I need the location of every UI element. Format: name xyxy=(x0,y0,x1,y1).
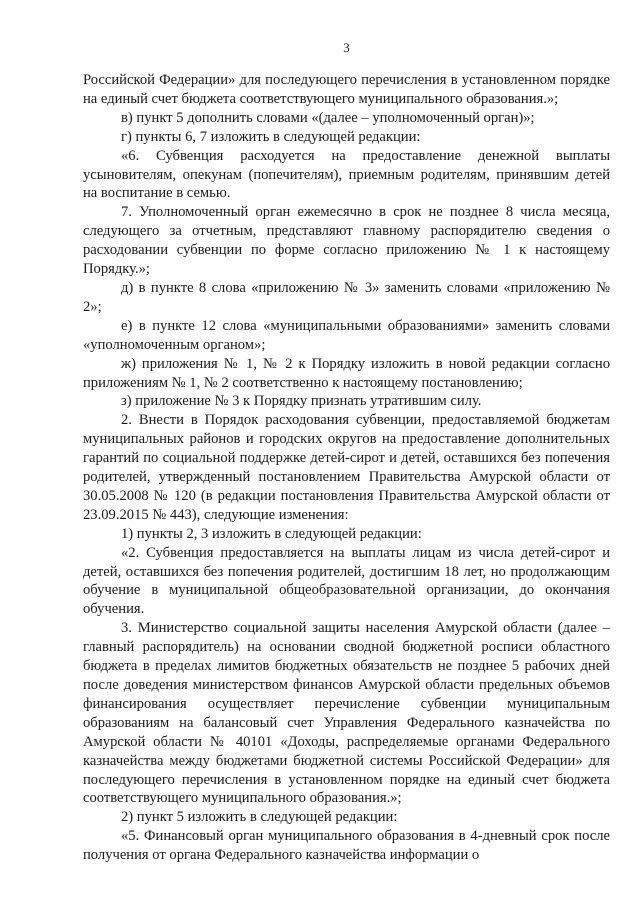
paragraph: ж) приложения № 1, № 2 к Порядку изложить в новой редакции согласно приложениям № 1, № 2 соответственно к настоящему постановлению; xyxy=(83,355,610,391)
paragraph: 2) пункт 5 изложить в следующей редакции: xyxy=(121,809,398,826)
paragraph: з) приложение № 3 к Порядку признать утратившим силу. xyxy=(121,393,482,410)
paragraph: 2. Внести в Порядок расходования субвенции, предоставляемой бюджетам муниципальных районов и городских округов на предоставление дополнительных гарантий по социальной поддержке детей-сирот и детей, оставшихся без попечения родителей, утвержденный постановлением Правительства Амурской области от 30.05.2008 № 120 (в редакции постановления Правительства Амурской области от 23.09.2015 № 443), следующие изменения: xyxy=(83,412,610,523)
paragraph: 3. Министерство социальной защиты населения Амурской области (далее – главный распорядитель) на основании сводной бюджетной росписи областного бюджета в пределах лимитов бюджетных обязательств не позднее 5 рабочих дней после доведения министерством финансов Амурской области предельных объемов финансирования осуществляет перечисление субвенции муниципальным образованиям на балансовый счет Управления Федерального казначейства по Амурской области № 40101 «Доходы, распределяемые органами Федерального казначейства между бюджетами бюджетной системы Российской Федерации» для последующего перечисления в установленном порядке на единый счет бюджета соответствующего муниципального образования.»; xyxy=(83,620,610,807)
document-body xyxy=(83,71,610,865)
page-number: 3 xyxy=(343,40,350,55)
paragraph: 7. Уполномоченный орган ежемесячно в срок не позднее 8 числа месяца, следующего за отчетным, представляют главному распорядителю сведения о расходовании субвенции по форме согласно приложению № 1 к настоящему Порядку.»; xyxy=(83,204,610,278)
paragraph: «6. Субвенция расходуется на предоставление денежной выплаты усыновителям, опекунам (попечителям), приемным родителям, принявшим детей на воспитание в семью. xyxy=(83,147,610,202)
paragraph: Российской Федерации» для последующего перечисления в установленном порядке на единый счет бюджета соответствующего муниципального образования.»; xyxy=(83,72,610,107)
paragraph: е) в пункте 12 слова «муниципальными образованиями» заменить словами «уполномоченным органом»; xyxy=(83,317,610,353)
paragraph: «2. Субвенция предоставляется на выплаты лицам из числа детей-сирот и детей, оставшихся без попечения родителей, достигшим 18 лет, но продолжающим обучение в муниципальной общеобразовательной организации, до окончания обучения. xyxy=(83,544,610,618)
paragraph: 1) пункты 2, 3 изложить в следующей редакции: xyxy=(121,525,422,542)
paragraph: в) пункт 5 дополнить словами «(далее – уполномоченный орган)»; xyxy=(121,109,535,126)
paragraph: д) в пункте 8 слова «приложению № 3» заменить словами «приложению № 2»; xyxy=(83,279,610,315)
paragraph: г) пункты 6, 7 изложить в следующей редакции: xyxy=(121,128,421,145)
paragraph: «5. Финансовый орган муниципального образования в 4-дневный срок после получения от органа Федерального казначейства информации о xyxy=(83,828,610,864)
